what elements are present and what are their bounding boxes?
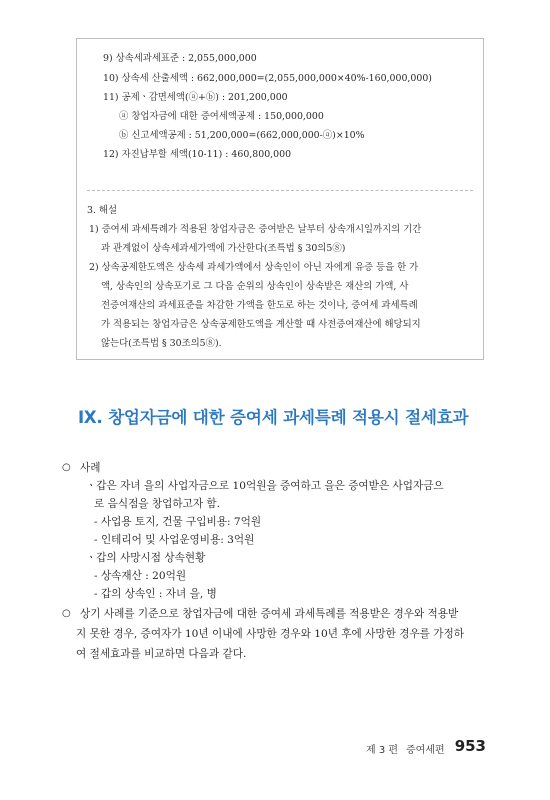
heading: Ⅸ. 창업자금에 대한 증여세 과세특례 적용시 절세효과: [78, 408, 469, 427]
explanation-2-line-2: 액, 상속인의 상속포기로 그 다음 순위의 상속인이 상속받은 재산의 가액, 사: [101, 281, 409, 292]
case-cost-interior: - 인테리어 및 사업운영비용: 3억원: [94, 534, 255, 546]
bullet-comparison: ○: [62, 608, 71, 619]
explanation-heading: 3. 해설: [87, 205, 118, 216]
case-inheritance-asset: - 상속재산 : 20억원: [94, 570, 187, 582]
explanation-2-line-4: 가 적용되는 창업자금은 상속공제한도액을 계산할 때 사전증여재산에 해당되지: [101, 319, 421, 330]
case-line-2: 로 음식점을 창업하고자 함.: [94, 498, 221, 510]
case-heirs: - 갑의 상속인 : 자녀 을, 병: [94, 588, 217, 600]
explanation-1-line-2: 과 관계없이 상속세과세가액에 가산한다(조특법 § 30의5⑧): [101, 243, 346, 254]
page-footer: [366, 738, 486, 754]
explanation-1-line-1: 1) 증여세 과세특례가 적용된 창업자금은 증여받은 날부터 상속개시일까지의 기간: [89, 224, 422, 235]
box-line-11a: ⓐ 창업자금에 대한 증여세액공제 : 150,000,000: [119, 111, 324, 122]
comparison-line-3: 여 절세효과를 비교하면 다음과 같다.: [76, 648, 247, 660]
explanation-2-line-5: 않는다(조특법 § 30조의5⑧).: [101, 338, 222, 349]
example-box-continued: [76, 38, 484, 360]
bullet-case: ○: [62, 462, 71, 473]
case-title: 사례: [80, 462, 101, 474]
footer-part: 제 3 편: [366, 745, 399, 756]
case-cost-land: - 사업용 토지, 건물 구입비용: 7억원: [94, 516, 262, 528]
box-line-9: 9) 상속세과세표준 : 2,055,000,000: [103, 53, 257, 64]
box-line-12: 12) 자진납부할 세액(10-11) : 460,800,000: [103, 149, 292, 160]
comparison-line-1: 상기 사례를 기준으로 창업자금에 대한 증여세 과세특례를 적용받은 경우와 적용받: [80, 608, 459, 620]
footer-section: 증여세편: [406, 745, 445, 756]
box-line-10: 10) 상속세 산출세액 : 662,000,000=(2,055,000,000×40%-160,000,000): [103, 73, 432, 84]
case-line-1: ㆍ갑은 자녀 을의 사업자금으로 10억원을 증여하고 을은 증여받은 사업자금으: [86, 480, 444, 492]
case-inheritance-title: ㆍ갑의 사망시점 상속현황: [86, 552, 206, 564]
page-number: 953: [454, 737, 486, 755]
box-line-11: 11) 공제ㆍ감면세액(ⓐ+ⓑ) : 201,200,000: [103, 92, 288, 103]
explanation-2-line-1: 2) 상속공제한도액은 상속세 과세가액에서 상속인이 아닌 자에게 유증 등을 한 가: [89, 262, 419, 273]
box-line-11b: ⓑ 신고세액공제 : 51,200,000=(662,000,000-ⓐ)×10%: [119, 130, 365, 141]
explanation-2-line-3: 전증여재산의 과세표준을 차감한 가액을 한도로 하는 것이나, 증여세 과세특례: [101, 300, 418, 311]
comparison-line-2: 지 못한 경우, 증여자가 10년 이내에 사망한 경우와 10년 후에 사망한 경우를 가정하: [76, 628, 464, 640]
